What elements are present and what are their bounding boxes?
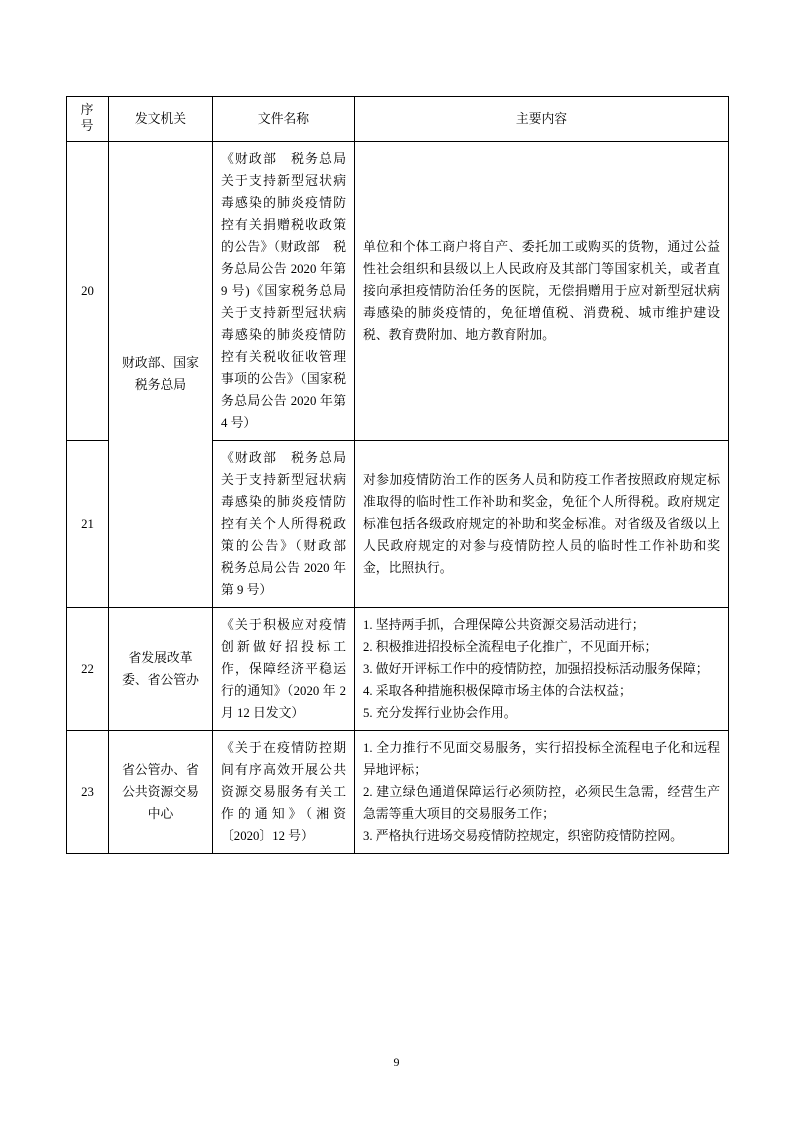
row-file: 《关于在疫情防控期间有序高效开展公共资源交易服务有关工作的通知》（湘资〔2020〕12 号） xyxy=(213,730,355,853)
row-content: 单位和个体工商户将自产、委托加工或购买的货物，通过公益性社会组织和县级以上人民政府及其部门等国家机关，或者直接向承担疫情防治任务的医院，无偿捐赠用于应对新型冠状病毒感染的肺炎疫情的，免征增值税、消费税、城市维护建设税、教育费附加、地方教育附加。 xyxy=(355,141,729,440)
policy-table-wrapper xyxy=(66,96,728,854)
content-line: 2. 建立绿色通道保障运行必须防控，必须民生急需，经营生产急需等重大项目的交易服务工作； xyxy=(363,784,720,821)
row-seq: 22 xyxy=(67,607,109,730)
row-org: 财政部、国家税务总局 xyxy=(109,141,213,607)
table-row xyxy=(67,141,729,440)
table-row xyxy=(67,730,729,853)
row-content xyxy=(355,730,729,853)
column-header-file: 文件名称 xyxy=(213,97,355,142)
content-line: 2. 积极推进招投标全流程电子化推广，不见面开标； xyxy=(363,639,658,654)
row-content xyxy=(355,607,729,730)
row-org: 省公管办、省公共资源交易中心 xyxy=(109,730,213,853)
content-line: 1. 坚持两手抓，合理保障公共资源交易活动进行； xyxy=(363,617,645,632)
policy-table xyxy=(66,96,729,854)
page-number: 9 xyxy=(393,1055,400,1069)
content-line: 4. 采取各种措施积极保障市场主体的合法权益； xyxy=(363,683,632,698)
row-seq: 23 xyxy=(67,730,109,853)
row-org: 省发展改革委、省公管办 xyxy=(109,607,213,730)
content-line: 3. 严格执行进场交易疫情防控规定，织密防疫情防控网。 xyxy=(363,828,683,843)
row-file: 《关于积极应对疫情创新做好招投标工作，保障经济平稳运行的通知》（2020 年 2 月 12 日发文） xyxy=(213,607,355,730)
row-seq: 20 xyxy=(67,141,109,440)
table-header-row xyxy=(67,97,729,142)
column-header-org: 发文机关 xyxy=(109,97,213,142)
table-row xyxy=(67,607,729,730)
column-header-seq: 序号 xyxy=(67,97,109,142)
row-seq: 21 xyxy=(67,440,109,607)
row-file: 《财政部 税务总局关于支持新型冠状病毒感染的肺炎疫情防控有关个人所得税政策的公告》（财政部 税务总局公告 2020 年第 9 号） xyxy=(213,440,355,607)
content-line: 5. 充分发挥行业协会作用。 xyxy=(363,705,517,720)
row-file: 《财政部 税务总局关于支持新型冠状病毒感染的肺炎疫情防控有关捐赠税收政策的公告》（财政部 税务总局公告 2020 年第 9 号)《国家税务总局关于支持新型冠状病毒感染的肺炎疫情防控有关税收征收管理事项的公告》（国家税务总局公告 2020 年第 4 号） xyxy=(213,141,355,440)
row-content: 对参加疫情防治工作的医务人员和防疫工作者按照政府规定标准取得的临时性工作补助和奖金，免征个人所得税。政府规定标准包括各级政府规定的补助和奖金标准。对省级及省级以上人民政府规定的对参与疫情防控人员的临时性工作补助和奖金，比照执行。 xyxy=(355,440,729,607)
content-line: 1. 全力推行不见面交易服务，实行招投标全流程电子化和远程异地评标； xyxy=(363,740,720,777)
column-header-content: 主要内容 xyxy=(355,97,729,142)
content-line: 3. 做好开评标工作中的疫情防控，加强招投标活动服务保障； xyxy=(363,661,709,676)
